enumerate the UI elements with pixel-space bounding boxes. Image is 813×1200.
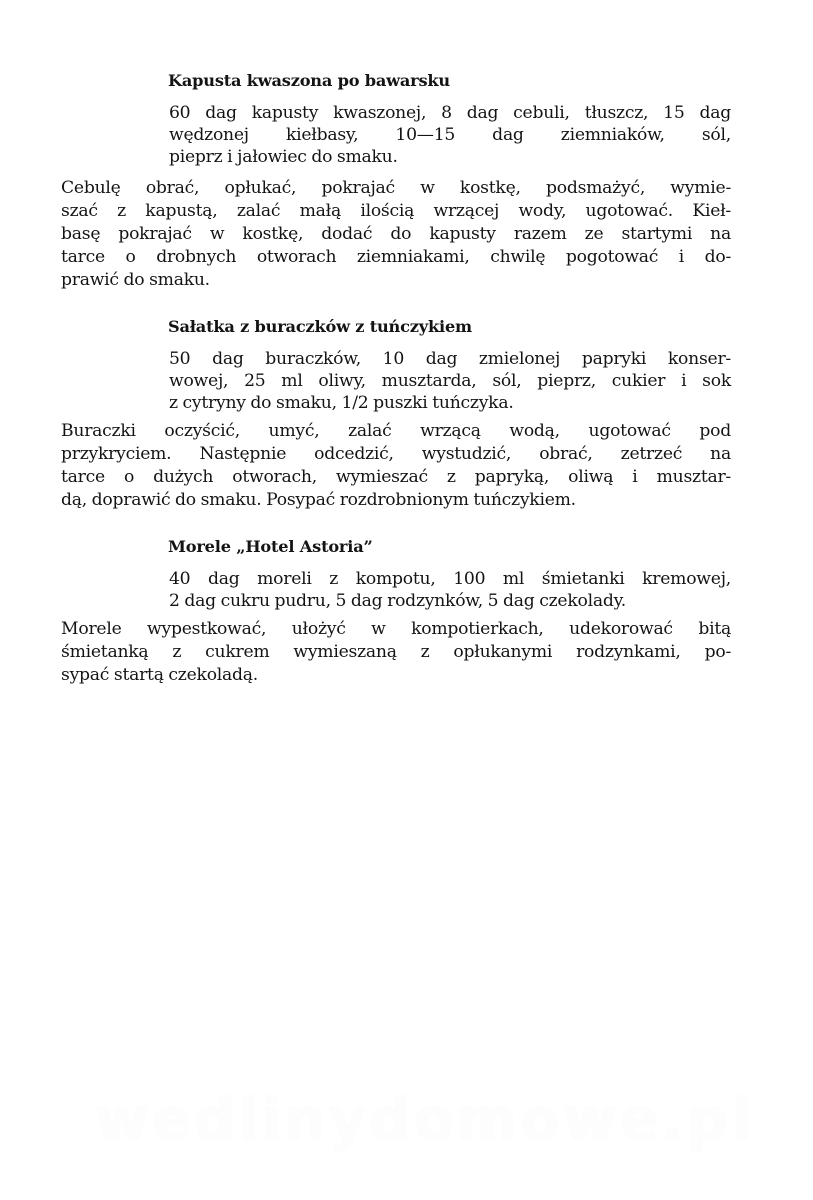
instructions-line: śmietanką z cukrem wymieszaną z opłukanymi rodzynkami, po- bbox=[61, 642, 731, 662]
ingredients-line: 40 dag moreli z kompotu, 100 ml śmietanki kremowej, bbox=[169, 569, 731, 589]
ingredients-line: wędzonej kiełbasy, 10—15 dag ziemniaków, sól, bbox=[169, 125, 731, 145]
ingredients-line: z cytryny do smaku, 1/2 puszki tuńczyka. bbox=[169, 393, 514, 413]
instructions-line: szać z kapustą, zalać małą ilością wrzącej wody, ugotować. Kieł- bbox=[61, 201, 731, 221]
instructions-line: Buraczki oczyścić, umyć, zalać wrzącą wodą, ugotować pod bbox=[61, 421, 731, 441]
ingredients-line: 50 dag buraczków, 10 dag zmielonej papryki konser- bbox=[169, 349, 731, 369]
recipe-title: Kapusta kwaszona po bawarsku bbox=[168, 71, 451, 90]
instructions-line: Cebulę obrać, opłukać, pokrajać w kostkę, podsmażyć, wymie- bbox=[61, 178, 731, 198]
instructions-line: przykryciem. Następnie odcedzić, wystudzić, obrać, zetrzeć na bbox=[61, 444, 731, 464]
ingredients-line: 2 dag cukru pudru, 5 dag rodzynków, 5 dag czekolady. bbox=[169, 591, 626, 611]
instructions-line: basę pokrajać w kostkę, dodać do kapusty razem ze startymi na bbox=[61, 224, 731, 244]
recipe-title: Morele „Hotel Astoria” bbox=[168, 537, 373, 556]
instructions-line: tarce o drobnych otworach ziemniakami, chwilę pogotować i do- bbox=[61, 247, 731, 267]
ingredients-line: wowej, 25 ml oliwy, musztarda, sól, pieprz, cukier i sok bbox=[169, 371, 731, 391]
instructions-line: dą, doprawić do smaku. Posypać rozdrobnionym tuńczykiem. bbox=[61, 490, 576, 510]
instructions-line: prawić do smaku. bbox=[61, 270, 210, 290]
instructions-line: sypać startą czekoladą. bbox=[61, 665, 258, 685]
ingredients-line: 60 dag kapusty kwaszonej, 8 dag cebuli, tłuszcz, 15 dag bbox=[169, 103, 731, 123]
ingredients-line: pieprz i jałowiec do smaku. bbox=[169, 147, 398, 167]
instructions-line: tarce o dużych otworach, wymieszać z papryką, oliwą i musztar- bbox=[61, 467, 731, 487]
recipe-title: Sałatka z buraczków z tuńczykiem bbox=[168, 317, 472, 336]
watermark-text: wedlinydomowe.pl bbox=[95, 1085, 755, 1153]
instructions-line: Morele wypestkować, ułożyć w kompotierkach, udekorować bitą bbox=[61, 619, 731, 639]
